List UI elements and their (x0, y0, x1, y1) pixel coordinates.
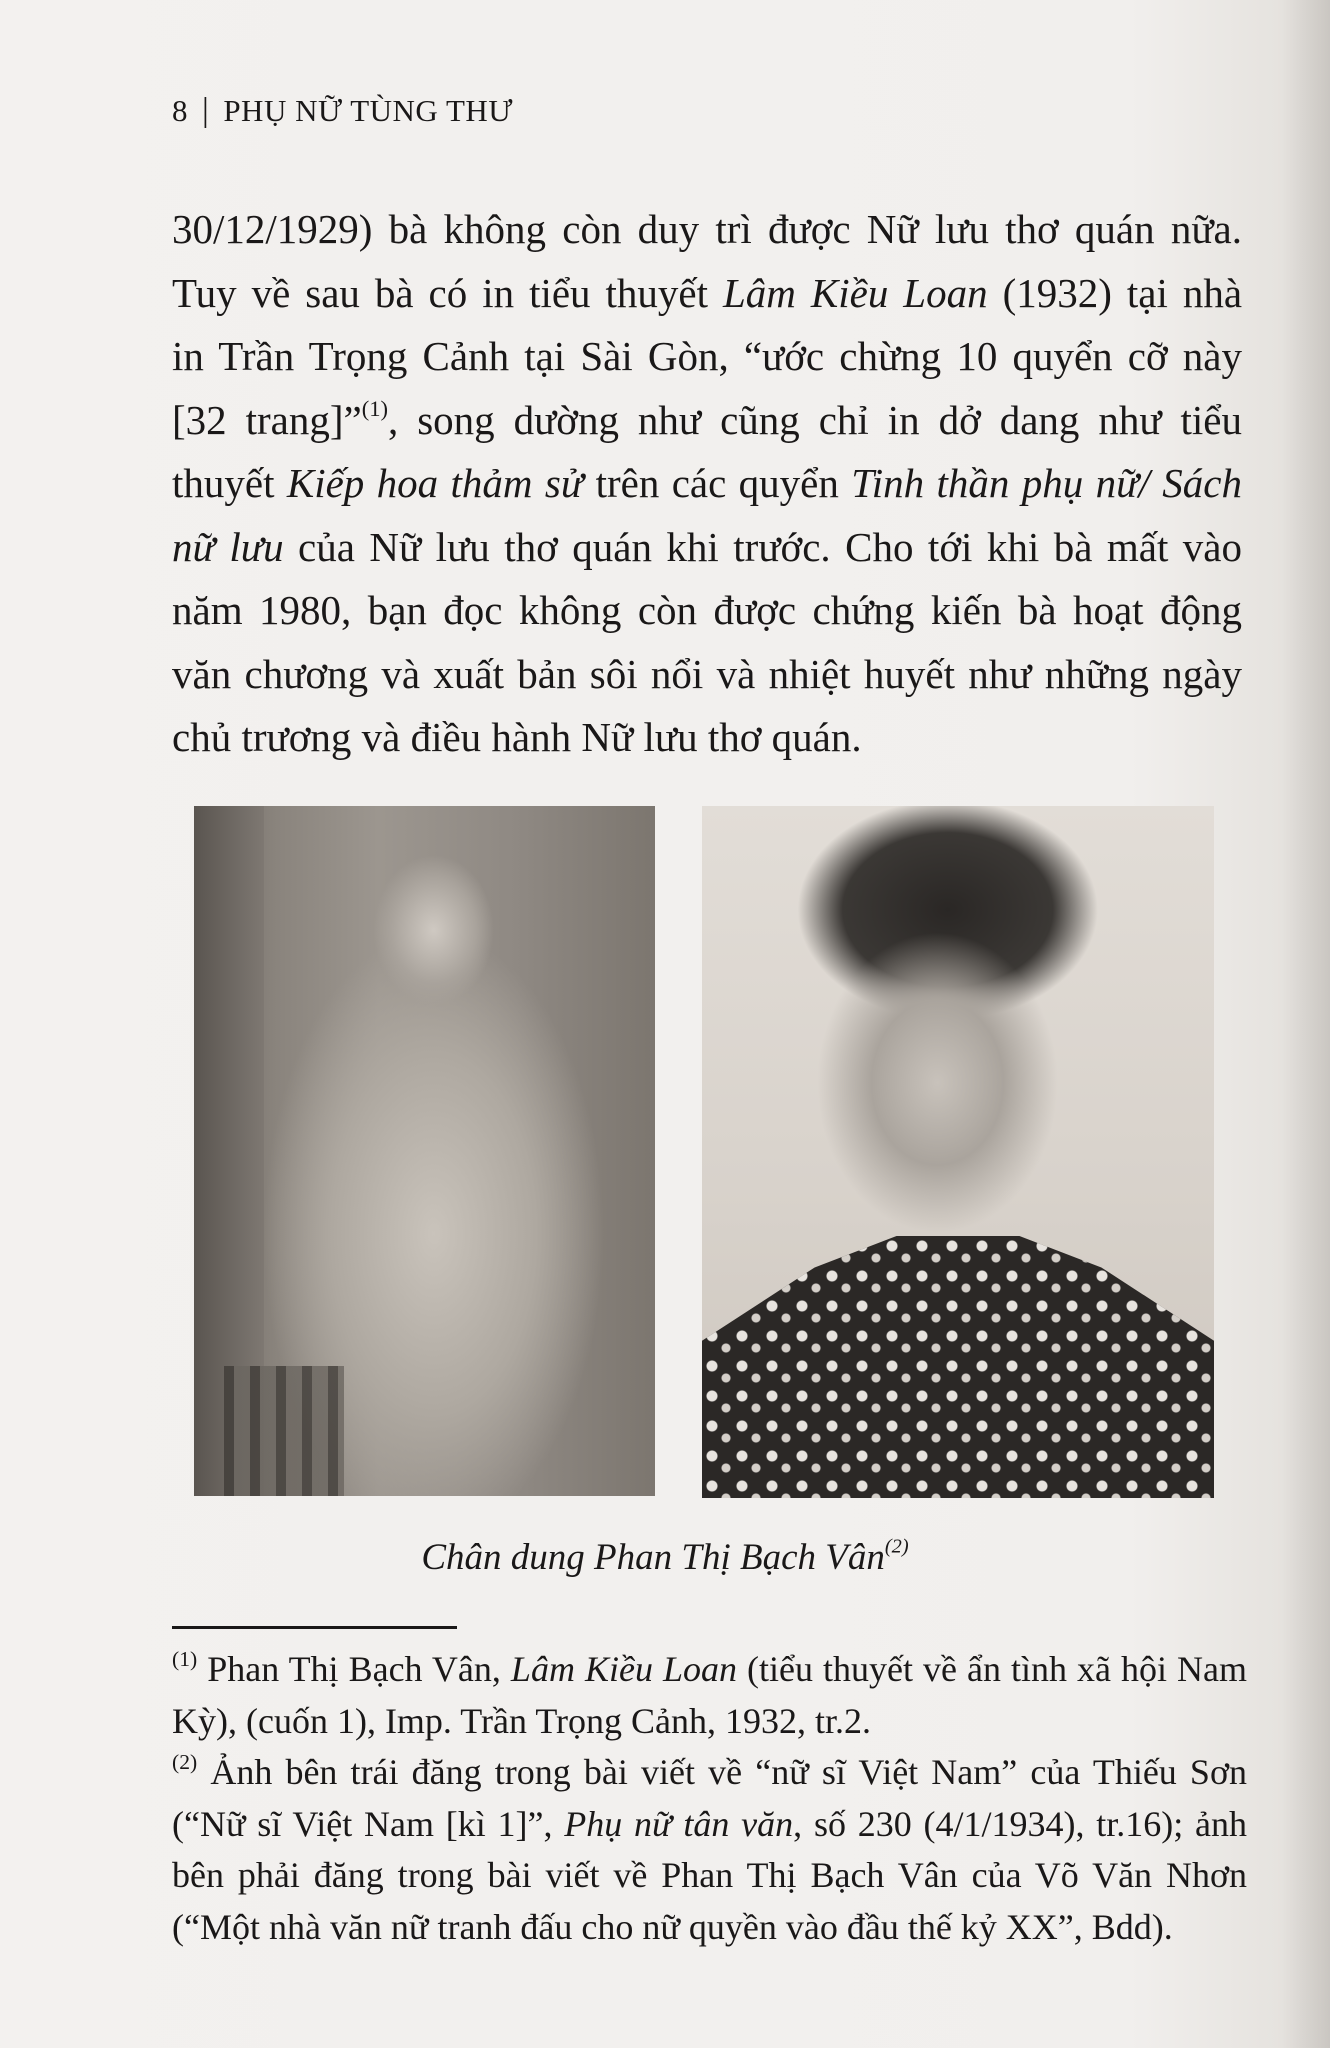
header-separator: | (202, 92, 210, 129)
book-title-kiep-hoa-tham-su: Kiếp hoa thảm sử (286, 460, 584, 506)
body-line: thuyết Kiếp hoa thảm sử trên các quyển Tinh thần phụ nữ/ Sách (172, 460, 1242, 506)
body-line: [32 trang]”$^{(1)}$, song dường như cũng chỉ in dở dang như tiểu (172, 395, 1243, 443)
body-paragraph (172, 198, 1242, 770)
body-line: chủ trương và điều hành Nữ lưu thơ quán. (172, 714, 862, 760)
footnote-periodical-title: Phụ nữ tân văn (564, 1803, 794, 1844)
footnote-ref-1: (1) (361, 395, 388, 421)
photo-chair (224, 1366, 344, 1496)
portrait-photo-left (194, 806, 655, 1496)
footnote-2: $^{(2)}$ Ảnh bên trái đăng trong bài viết về “nữ sĩ Việt Nam” của Thiếu Sơn (“Nữ sĩ Việt Nam [kì 1]”, Phụ nữ tân văn, số 230 (4/1/1934), tr.16); ảnh bên phải đăng trong bài viết về Phan Thị Bạch Vân của Võ Văn Nhơn (“Một nhà văn nữ tranh đấu cho nữ quyền vào đầu thế kỷ XX”, Bdd). (172, 1749, 1248, 1947)
page-number: 8 (172, 93, 188, 128)
body-line: Tuy về sau bà có in tiểu thuyết Lâm Kiều Loan (1932) tại nhà (172, 269, 1243, 316)
book-title-lam-kieu-loan: Lâm Kiều Loan (723, 269, 988, 316)
footnote-1: $^{(1)}$ Phan Thị Bạch Vân, Lâm Kiều Loan (tiểu thuyết về ẩn tình xã hội Nam Kỳ), (cuốn 1), Imp. Trần Trọng Cảnh, 1932, tr.2. (172, 1646, 1248, 1741)
portrait-photo-right (702, 806, 1214, 1498)
body-line: 30/12/1929) bà không còn duy trì được Nữ lưu thơ quán nữa. (172, 206, 1242, 252)
book-title-tinh-than-phu-nu: Tinh thần phụ nữ/ Sách (851, 460, 1242, 506)
book-title-nu-luu: nữ lưu (172, 523, 284, 570)
page-edge-shadow (1282, 0, 1330, 2048)
footnote-rule (172, 1626, 457, 1629)
body-line: năm 1980, bạn đọc không còn được chứng kiến bà hoạt động (172, 587, 1242, 633)
footnote-book-title: Lâm Kiều Loan (510, 1649, 737, 1689)
body-line: nữ lưu của Nữ lưu thơ quán khi trước. Cho tới khi bà mất vào (172, 523, 1242, 570)
body-line: văn chương và xuất bản sôi nổi và nhiệt huyết như những ngày (172, 650, 1242, 697)
photo-floral-dress (702, 1236, 1214, 1498)
footnote-marker: (1) (172, 1646, 198, 1671)
running-head (172, 92, 513, 130)
footnote-marker: (2) (172, 1749, 198, 1774)
footnotes (172, 1644, 1247, 1953)
body-line: in Trần Trọng Cảnh tại Sài Gòn, “ước chừng 10 quyển cỡ này (172, 333, 1242, 379)
footnote-ref-2: (2) (884, 1535, 909, 1558)
series-title: PHỤ NỮ TÙNG THƯ (223, 93, 513, 128)
photo-caption: Chân dung Phan Thị Bạch Vân$^{(2)}$ (421, 1535, 909, 1578)
